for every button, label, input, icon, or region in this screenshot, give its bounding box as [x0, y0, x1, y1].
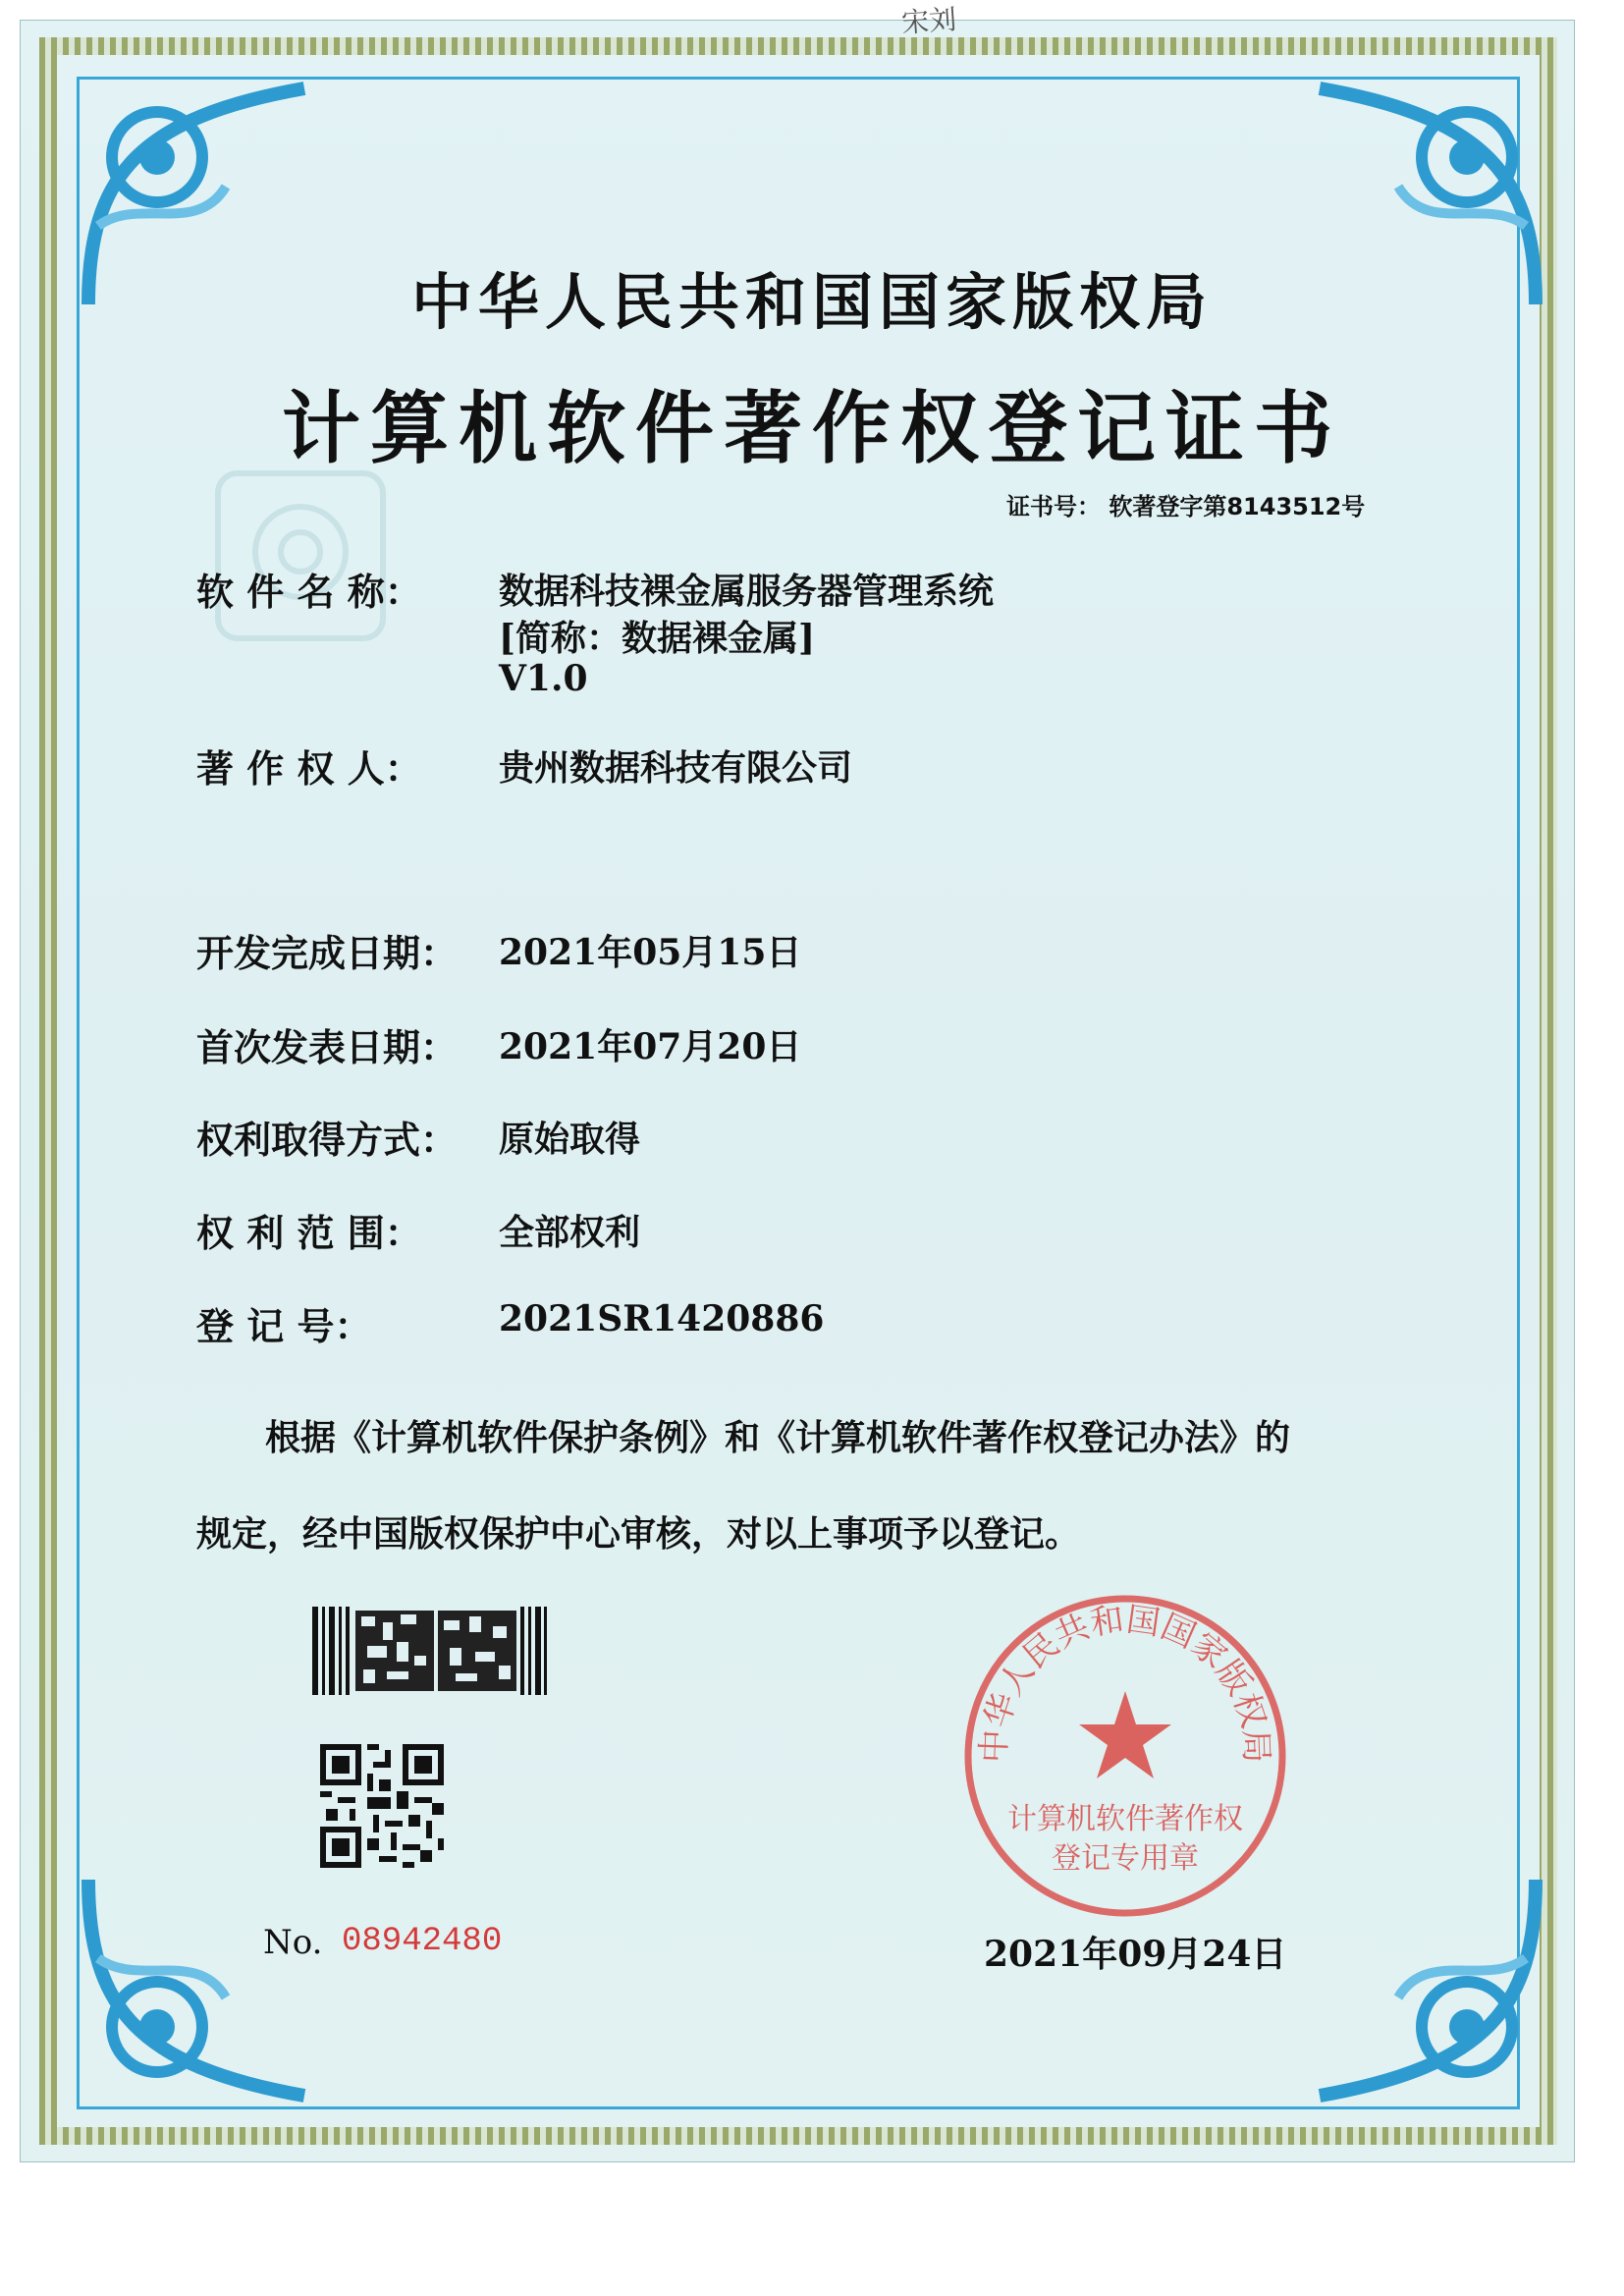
issue-date: 2021年09月24日: [984, 1934, 1287, 1975]
registration-number-value: 2021SR1420886: [499, 1298, 825, 1339]
copyright-holder-label: 著 作 权 人：: [196, 746, 422, 791]
rights-scope-value: 全部权利: [499, 1212, 641, 1253]
serial-number-label: No.: [263, 1923, 323, 1962]
corner-ornament-bottom-left: [79, 1870, 314, 2105]
dev-complete-date-label: 开发完成日期：: [196, 931, 459, 975]
watermark-emblem: [212, 467, 389, 644]
official-seal: [958, 1589, 1292, 1923]
handwritten-note: 宋刘: [900, 3, 958, 39]
seal-line-2: 登记专用章: [1052, 1841, 1199, 1876]
software-name-value: 数据科技裸金属服务器管理系统: [499, 571, 995, 612]
registration-number-label: 登 记 号：: [196, 1304, 372, 1348]
software-name-label: 软 件 名 称：: [196, 570, 422, 614]
first-publish-date-label: 首次发表日期：: [196, 1025, 459, 1069]
acquisition-method-value: 原始取得: [499, 1119, 641, 1160]
serial-number-value: 08942480: [342, 1923, 503, 1960]
qr-code: [320, 1744, 444, 1868]
acquisition-method-label: 权利取得方式：: [196, 1118, 459, 1162]
issuing-authority: 中华人民共和国国家版权局: [410, 266, 1213, 338]
certificate-number-label: 证书号：: [1006, 493, 1101, 520]
certificate-number: [1006, 487, 1365, 521]
certificate-title: 计算机软件著作权登记证书: [282, 382, 1342, 474]
first-publish-date-value: 2021年07月20日: [499, 1026, 802, 1067]
seal-line-1: 计算机软件著作权: [1007, 1802, 1243, 1836]
software-short-name: [简称：数据裸金属]: [499, 618, 816, 659]
copyright-holder-value: 贵州数据科技有限公司: [499, 747, 853, 789]
seal-ring-text: 中华人民共和国国家版权局: [974, 1600, 1276, 1764]
rights-scope-label: 权 利 范 围：: [196, 1211, 422, 1255]
seal-star-icon: [1079, 1691, 1171, 1778]
barcode: [312, 1607, 548, 1695]
statement-line-1: 根据《计算机软件保护条例》和《计算机软件著作权登记办法》的: [265, 1417, 1291, 1458]
certificate-number-value: 软著登字第8143512号: [1109, 493, 1366, 520]
statement-line-2: 规定，经中国版权保护中心审核，对以上事项予以登记。: [196, 1513, 1081, 1555]
software-version: V1.0: [499, 658, 588, 699]
dev-complete-date-value: 2021年05月15日: [499, 932, 802, 973]
corner-ornament-bottom-right: [1310, 1870, 1545, 2105]
